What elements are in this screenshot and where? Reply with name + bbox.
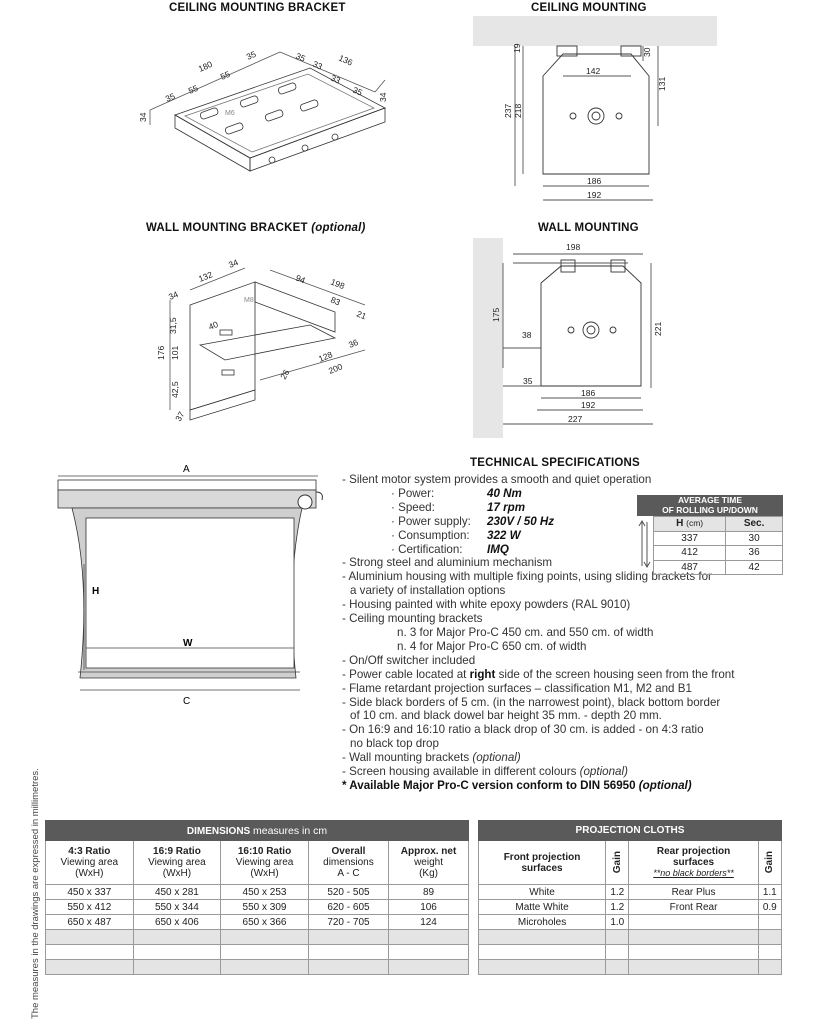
dim-label: 35 — [244, 48, 258, 62]
dim-label: 30 — [642, 47, 652, 57]
dim-label: 19 — [512, 43, 522, 53]
dim-h-label: H — [92, 586, 100, 597]
dim-label: 37 — [173, 409, 187, 423]
table-row: Microholes 1.0 — [479, 915, 782, 930]
table-row: White 1.2 Rear Plus 1.1 — [479, 885, 782, 900]
dim-label: M8 — [244, 297, 254, 304]
table-row: 650 x 487 650 x 406 650 x 366 720 - 705 124 — [46, 915, 469, 930]
dim-c-label: C — [183, 696, 191, 707]
wall-mounting-drawing — [473, 238, 717, 438]
wall-mounting-title: WALL MOUNTING — [538, 222, 639, 234]
dim-label: 198 — [566, 242, 581, 252]
dim-label: 35 — [294, 50, 307, 64]
screen-front-drawing — [50, 462, 330, 722]
side-note: The measures in the drawings are expressed in millimetres. — [30, 768, 41, 1019]
dim-label: 221 — [653, 321, 663, 336]
dim-label: 101 — [170, 345, 180, 360]
dim-label: 34 — [227, 257, 240, 270]
ceiling-bracket-title: CEILING MOUNTING BRACKET — [169, 2, 346, 14]
dim-label: 131 — [657, 76, 667, 91]
dim-label: 186 — [587, 176, 602, 186]
ceiling-mounting-drawing — [473, 16, 717, 211]
dim-label: 186 — [581, 388, 596, 398]
dimensions-table: DIMENSIONS measures in cm 4:3 Ratio Viewing area (WxH) 16:9 Ratio Viewing area (WxH) 16:10 Ratio Viewing area (WxH) Overall dimensions A - C Approx. net weight (Kg) 450 x 337 450 x 281 450 x 253 520 - 505 89 550 x 412 550 x 344 550 x 309 620 - 605 106 650 x 487 650 x 406 650 x 366 720 - 705 124 — [45, 820, 469, 975]
dim-label: 128 — [317, 349, 334, 364]
dim-label: 218 — [513, 103, 523, 118]
dim-label: 55 — [186, 82, 200, 96]
dim-label: 35 — [523, 376, 533, 386]
avg-time-grid: H (cm) Sec. 337 30 412 36 487 42 — [653, 516, 783, 575]
dim-a-label: A — [183, 464, 190, 475]
dim-label: 33 — [329, 72, 342, 86]
dim-label: 36 — [347, 337, 360, 350]
dim-w-label: W — [183, 638, 193, 649]
spec-list: - Silent motor system provides a smooth and quiet operation · Power: 40 Nm · Speed: 17 rpm · Power supply: 230V / 50 Hz · Consumption: 322 W · Certification: IMQ - Strong steel and aluminium mechanism - Aluminium housing with multiple fixing points, using sliding brackets for a variety of installation options - Housing painted with white epoxy powders (RAL 9010) - Ceiling mounting brackets n. 3 for Major Pro-C 450 cm. and 550 cm. of width n. 4 for Major Pro-C 650 cm. of width - On/Off switcher included - Power cable located at right side of the screen housing seen from the front - Flame retardant projection surfaces – classification M1, M2 and B1 - Side black borders of 5 cm. (in the narrowest point), black bottom border of 10 cm. and black dowel bar height 35 mm. - depth 20 mm. - On 16:9 and 16:10 ratio a black drop of 30 cm. is added - on 4:3 ratio no black top drop - Wall mounting brackets (optional) - Screen housing available in different colours (optional) * Available Major Pro-C version conform to DIN 56950 (optional) — [342, 473, 782, 793]
dim-label: 227 — [568, 414, 583, 424]
dim-label: 21 — [355, 308, 368, 322]
dimensions-title: DIMENSIONS — [186, 825, 251, 837]
table-row: 450 x 337 450 x 281 450 x 253 520 - 505 89 — [46, 885, 469, 900]
dim-label: 40 — [207, 319, 220, 332]
ceiling-mounting-title: CEILING MOUNTING — [531, 2, 647, 14]
dim-label: 34 — [378, 92, 388, 102]
dim-label: 132 — [197, 269, 214, 284]
dim-label: 237 — [503, 103, 513, 118]
spec-heading: TECHNICAL SPECIFICATIONS — [470, 457, 640, 469]
dim-label: M6 — [225, 110, 235, 117]
table-row: 550 x 412 550 x 344 550 x 309 620 - 605 106 — [46, 900, 469, 915]
table-row: Matte White 1.2 Front Rear 0.9 — [479, 900, 782, 915]
dim-label: 136 — [337, 52, 355, 68]
ceiling-bracket-drawing — [130, 40, 400, 190]
dim-label: 180 — [196, 58, 214, 74]
dim-label: 142 — [586, 66, 601, 76]
dim-label: 42,5 — [170, 381, 180, 398]
dim-label: 192 — [587, 190, 602, 200]
dim-label: 26 — [278, 367, 292, 381]
avg-time-title: AVERAGE TIME — [677, 495, 743, 505]
dim-label: 175 — [491, 307, 501, 322]
wall-bracket-drawing — [156, 250, 400, 430]
dim-label: 34 — [138, 112, 148, 122]
dim-label: 83 — [329, 294, 342, 308]
dim-label: 35 — [351, 84, 364, 98]
dim-label: 31,5 — [168, 317, 178, 334]
avg-time-title2: OF ROLLING UP/DOWN — [662, 504, 758, 515]
dim-label: 200 — [327, 361, 344, 376]
dim-label: 38 — [522, 330, 532, 340]
dim-label: 198 — [329, 276, 347, 292]
projection-cloths-table: PROJECTION CLOTHS Front projection surfaces Gain Rear projection surfaces **no black borders** Gain White 1.2 Rear Plus 1.1 Matte White 1.2 Front Rear 0.9 Microholes 1.0 — [478, 820, 782, 975]
dim-label: 94 — [294, 272, 307, 286]
dim-label: 176 — [156, 345, 166, 360]
spec-line: - Silent motor system provides a smooth and quiet operation — [342, 473, 652, 486]
dim-label: 33 — [311, 58, 324, 72]
dim-label: 35 — [163, 90, 177, 104]
up-down-arrow-icon — [637, 516, 653, 575]
dim-label: 192 — [581, 400, 596, 410]
dim-label: 55 — [218, 68, 232, 82]
cloths-title: PROJECTION CLOTHS — [479, 821, 782, 841]
avg-time-table — [637, 495, 783, 575]
wall-bracket-title: WALL MOUNTING BRACKET (optional) — [146, 222, 366, 234]
dim-label: 34 — [167, 289, 180, 302]
